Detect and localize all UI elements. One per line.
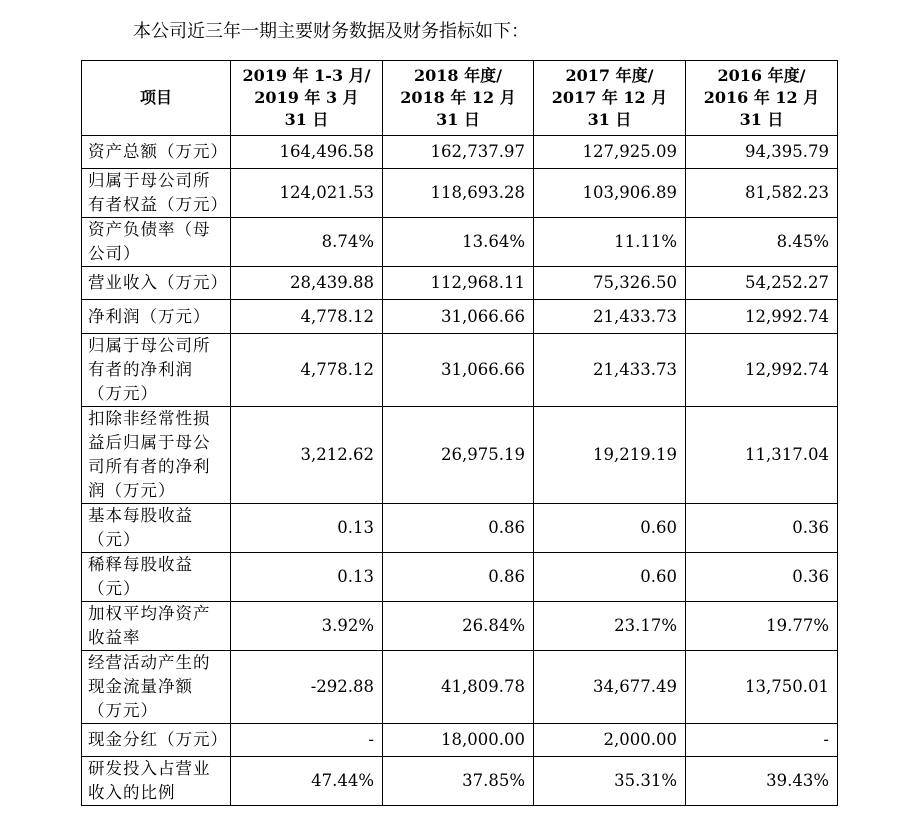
table-cell-value: 35.31%: [534, 757, 686, 806]
column-header-line: 2018 年 12 月: [400, 88, 516, 107]
column-header-line: 31 日: [587, 110, 632, 129]
column-header-line: 2016 年 12 月: [703, 88, 820, 107]
table-row: [82, 504, 838, 553]
table-cell-value: 81,582.23: [686, 169, 838, 218]
table-cell-value: 13,750.01: [686, 651, 838, 724]
table-cell-value: 3.92%: [231, 602, 383, 651]
row-label: 稀释每股收益（元）: [82, 553, 231, 602]
table-cell-value: 0.13: [231, 553, 383, 602]
table-cell-value: 41,809.78: [383, 651, 534, 724]
column-header-item: [82, 61, 231, 136]
table-row: [82, 602, 838, 651]
table-cell-value: 0.60: [534, 553, 686, 602]
table-cell-value: 0.13: [231, 504, 383, 553]
table-cell-value: 39.43%: [686, 757, 838, 806]
table-cell-value: 118,693.28: [383, 169, 534, 218]
column-header-line: 31 日: [436, 110, 480, 129]
table-cell-value: 164,496.58: [231, 136, 383, 169]
table-cell-value: 21,433.73: [534, 334, 686, 407]
table-cell-value: 75,326.50: [534, 267, 686, 300]
table-cell-value: 23.17%: [534, 602, 686, 651]
column-header-line: 2019 年 1-3 月/: [242, 66, 371, 85]
table-row: [82, 757, 838, 806]
row-label: 加权平均净资产收益率: [82, 602, 231, 651]
row-label: 资产总额（万元）: [82, 136, 231, 169]
row-label: 归属于母公司所有者权益（万元）: [82, 169, 231, 218]
table-cell-value: 13.64%: [383, 218, 534, 267]
column-header-line: 2018 年度/: [414, 66, 502, 85]
table-cell-value: 0.60: [534, 504, 686, 553]
table-cell-value: 19,219.19: [534, 407, 686, 504]
row-label: 经营活动产生的现金流量净额（万元）: [82, 651, 231, 724]
column-header-period: [231, 61, 383, 136]
table-cell-value: 3,212.62: [231, 407, 383, 504]
row-label: 营业收入（万元）: [82, 267, 231, 300]
table-cell-value: 11,317.04: [686, 407, 838, 504]
row-label: 现金分红（万元）: [82, 724, 231, 757]
table-cell-value: 0.36: [686, 504, 838, 553]
table-row: [82, 300, 838, 334]
table-cell-value: 12,992.74: [686, 334, 838, 407]
table-cell-value: -292.88: [231, 651, 383, 724]
column-header-line: 31 日: [739, 110, 784, 129]
column-header-period: [383, 61, 534, 136]
table-cell-value: 47.44%: [231, 757, 383, 806]
row-label: 研发投入占营业收入的比例: [82, 757, 231, 806]
row-label: 扣除非经常性损益后归属于母公司所有者的净利润（万元）: [82, 407, 231, 504]
row-label: 归属于母公司所有者的净利润（万元）: [82, 334, 231, 407]
row-label: 资产负债率（母公司）: [82, 218, 231, 267]
table-cell-value: 26.84%: [383, 602, 534, 651]
table-cell-value: 0.36: [686, 553, 838, 602]
table-cell-value: 21,433.73: [534, 300, 686, 334]
intro-text: 本公司近三年一期主要财务数据及财务指标如下：: [133, 21, 529, 42]
table-cell-value: -: [231, 724, 383, 757]
table-cell-value: 28,439.88: [231, 267, 383, 300]
column-header-line: 2016 年度/: [717, 66, 806, 85]
table-cell-value: 18,000.00: [383, 724, 534, 757]
table-cell-value: 162,737.97: [383, 136, 534, 169]
table-cell-value: 19.77%: [686, 602, 838, 651]
table-cell-value: 2,000.00: [534, 724, 686, 757]
table-row: [82, 651, 838, 724]
table-cell-value: 37.85%: [383, 757, 534, 806]
table-cell-value: 0.86: [383, 504, 534, 553]
table-cell-value: 4,778.12: [231, 300, 383, 334]
table-cell-value: 112,968.11: [383, 267, 534, 300]
table-cell-value: 11.11%: [534, 218, 686, 267]
column-header-line: 31 日: [284, 110, 329, 129]
table-header-row: [82, 61, 838, 136]
table-cell-value: 103,906.89: [534, 169, 686, 218]
table-cell-value: 34,677.49: [534, 651, 686, 724]
table-cell-value: 54,252.27: [686, 267, 838, 300]
column-header-period: [534, 61, 686, 136]
table-cell-value: 124,021.53: [231, 169, 383, 218]
table-row: [82, 407, 838, 504]
table-cell-value: 31,066.66: [383, 300, 534, 334]
column-header-line: 2017 年度/: [565, 66, 654, 85]
table-row: [82, 218, 838, 267]
table-row: [82, 169, 838, 218]
table-row: [82, 136, 838, 169]
financial-data-table: [81, 60, 838, 806]
table-row: [82, 334, 838, 407]
table-cell-value: -: [686, 724, 838, 757]
table-cell-value: 26,975.19: [383, 407, 534, 504]
column-header-line: 2017 年 12 月: [551, 88, 668, 107]
table-row: [82, 267, 838, 300]
table-row: [82, 553, 838, 602]
column-header-line: 项目: [139, 88, 172, 107]
table-cell-value: 0.86: [383, 553, 534, 602]
table-cell-value: 8.74%: [231, 218, 383, 267]
row-label: 基本每股收益（元）: [82, 504, 231, 553]
table-cell-value: 31,066.66: [383, 334, 534, 407]
column-header-line: 2019 年 3 月: [254, 88, 359, 107]
table-cell-value: 4,778.12: [231, 334, 383, 407]
table-cell-value: 94,395.79: [686, 136, 838, 169]
column-header-period: [686, 61, 838, 136]
row-label: 净利润（万元）: [82, 300, 231, 334]
table-cell-value: 8.45%: [686, 218, 838, 267]
table-cell-value: 12,992.74: [686, 300, 838, 334]
table-row: [82, 724, 838, 757]
table-cell-value: 127,925.09: [534, 136, 686, 169]
